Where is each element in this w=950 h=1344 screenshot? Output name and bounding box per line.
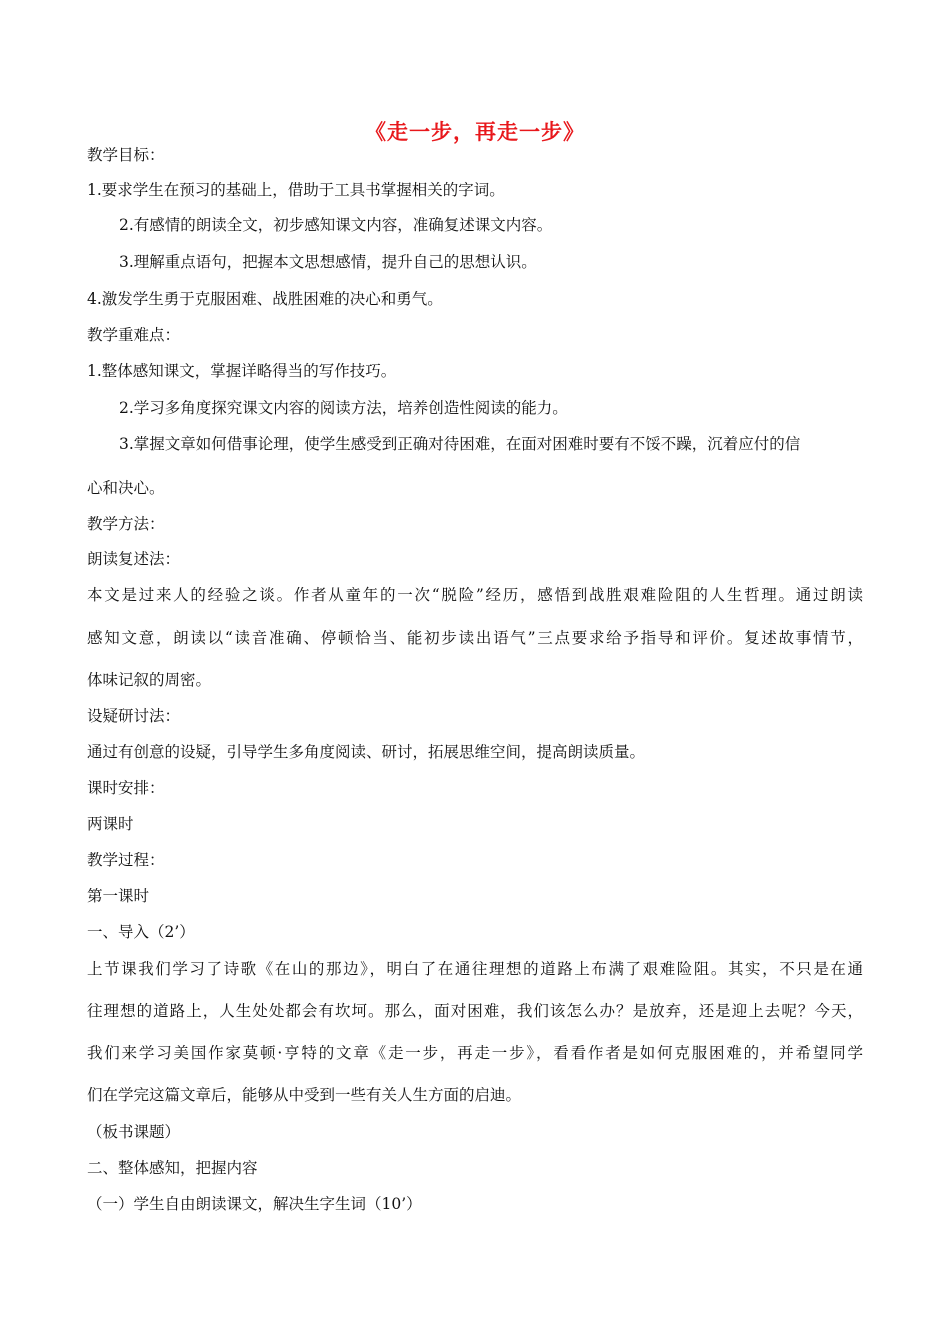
heading-reading-retelling: 朗读复述法： xyxy=(87,550,181,568)
section-overview-heading: 二、整体感知，把握内容 xyxy=(87,1159,258,1177)
paragraph-questioning: 通过有创意的设疑，引导学生多角度阅读、研讨，拓展思维空间，提高朗读质量。 xyxy=(87,743,646,761)
key-point-3: 3.掌握文章如何借事论理，使学生感受到正确对待困难，在面对困难时要有不馁不躁，沉着应付的信 xyxy=(119,435,801,453)
paragraph-reading-line-2: 感知文意，朗读以“读音准确、停顿恰当、能初步读出语气”三点要求给予指导和评价。复述故事情节， xyxy=(87,629,863,647)
paragraph-intro-line-3: 我们来学习美国作家莫顿·亨特的文章《走一步，再走一步》，看看作者是如何克服困难的，并希望同学 xyxy=(87,1044,863,1062)
heading-teaching-methods: 教学方法： xyxy=(87,515,165,533)
goal-item-1: 1.要求学生在预习的基础上，借助于工具书掌握相关的字词。 xyxy=(87,181,505,199)
schedule-value: 两课时 xyxy=(87,815,134,833)
heading-teaching-process: 教学过程： xyxy=(87,851,165,869)
section-intro-heading: 一、导入（2’） xyxy=(87,923,195,941)
board-title-note: （板书课题） xyxy=(87,1123,181,1141)
goal-item-2: 2.有感情的朗读全文，初步感知课文内容，准确复述课文内容。 xyxy=(119,216,553,234)
key-point-2: 2.学习多角度探究课文内容的阅读方法，培养创造性阅读的能力。 xyxy=(119,399,568,417)
key-point-3-continued: 心和决心。 xyxy=(87,479,165,497)
key-point-1: 1.整体感知课文，掌握详略得当的写作技巧。 xyxy=(87,362,397,380)
subsection-free-reading: （一）学生自由朗读课文，解决生字生词（10’） xyxy=(87,1195,422,1213)
paragraph-reading-line-1: 本文是过来人的经验之谈。作者从童年的一次“脱险”经历，感悟到战胜艰难险阻的人生哲理。通过朗读 xyxy=(87,586,863,604)
first-lesson-label: 第一课时 xyxy=(87,887,150,905)
paragraph-intro-line-4: 们在学完这篇文章后，能够从中受到一些有关人生方面的启迪。 xyxy=(87,1086,522,1104)
heading-schedule: 课时安排： xyxy=(87,779,165,797)
paragraph-intro-line-1: 上节课我们学习了诗歌《在山的那边》，明白了在通往理想的道路上布满了艰难险阻。其实，不只是在通 xyxy=(87,960,863,978)
paragraph-reading-line-3: 体味记叙的周密。 xyxy=(87,671,212,689)
heading-teaching-goals: 教学目标： xyxy=(87,146,165,164)
paragraph-intro-line-2: 往理想的道路上，人生处处都会有坎坷。那么，面对困难，我们该怎么办？是放弃，还是迎上去呢？今天， xyxy=(87,1002,863,1020)
heading-key-points: 教学重难点： xyxy=(87,326,181,344)
goal-item-4: 4.激发学生勇于克服困难、战胜困难的决心和勇气。 xyxy=(87,290,443,308)
goal-item-3: 3.理解重点语句，把握本文思想感情，提升自己的思想认识。 xyxy=(119,253,537,271)
heading-questioning-method: 设疑研讨法： xyxy=(87,707,181,725)
document-title: 《走一步，再走一步》 xyxy=(365,120,585,144)
